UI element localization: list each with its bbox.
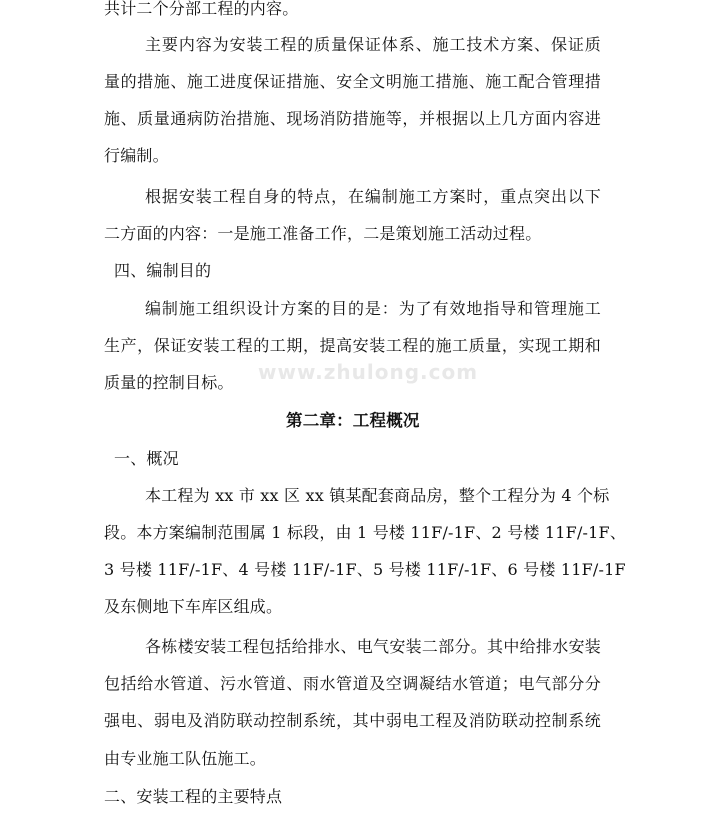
paragraph-line: 本工程为 xx 市 xx 区 xx 镇某配套商品房，整个工程分为 4 个标 <box>145 486 610 505</box>
paragraph-line: 包括给水管道、污水管道、雨水管道及空调凝结水管道；电气部分分 <box>104 674 601 693</box>
paragraph-line: 施、质量通病防治措施、现场消防措施等，并根据以上几方面内容进 <box>104 109 601 128</box>
paragraph-line: 及东侧地下车库区组成。 <box>104 597 283 616</box>
paragraph-line: 生产，保证安装工程的工期，提高安装工程的施工质量，实现工期和 <box>104 336 601 355</box>
chapter-title: 第二章：工程概况 <box>286 411 420 430</box>
section-heading: 四、编制目的 <box>114 261 212 280</box>
paragraph-line: 各栋楼安装工程包括给排水、电气安装二部分。其中给排水安装 <box>145 637 601 656</box>
section-heading: 二、安装工程的主要特点 <box>104 787 283 806</box>
paragraph-line: 二方面的内容：一是施工准备工作，二是策划施工活动过程。 <box>104 224 542 243</box>
paragraph-line: 由专业施工队伍施工。 <box>104 749 267 768</box>
paragraph-line: 编制施工组织设计方案的目的是：为了有效地指导和管理施工 <box>145 299 601 318</box>
paragraph-line: 质量的控制目标。 <box>104 373 234 392</box>
paragraph-line: 根据安装工程自身的特点，在编制施工方案时，重点突出以下 <box>145 187 601 206</box>
paragraph-line: 共计二个分部工程的内容。 <box>104 0 299 18</box>
watermark-text: www.zhulong.com <box>258 360 479 384</box>
paragraph-line: 行编制。 <box>104 146 169 165</box>
paragraph-line: 量的措施、施工进度保证措施、安全文明施工措施、施工配合管理措 <box>104 72 601 91</box>
paragraph-line: 3 号楼 11F/-1F、4 号楼 11F/-1F、5 号楼 11F/-1F、6 号楼 11F/-1F <box>104 560 626 579</box>
paragraph-line: 段。本方案编制范围属 1 标段，由 1 号楼 11F/-1F、2 号楼 11F/-1F、 <box>104 523 627 542</box>
paragraph-line: 主要内容为安装工程的质量保证体系、施工技术方案、保证质 <box>145 35 601 54</box>
section-heading: 一、概况 <box>114 449 179 468</box>
paragraph-line: 强电、弱电及消防联动控制系统，其中弱电工程及消防联动控制系统 <box>104 711 601 730</box>
